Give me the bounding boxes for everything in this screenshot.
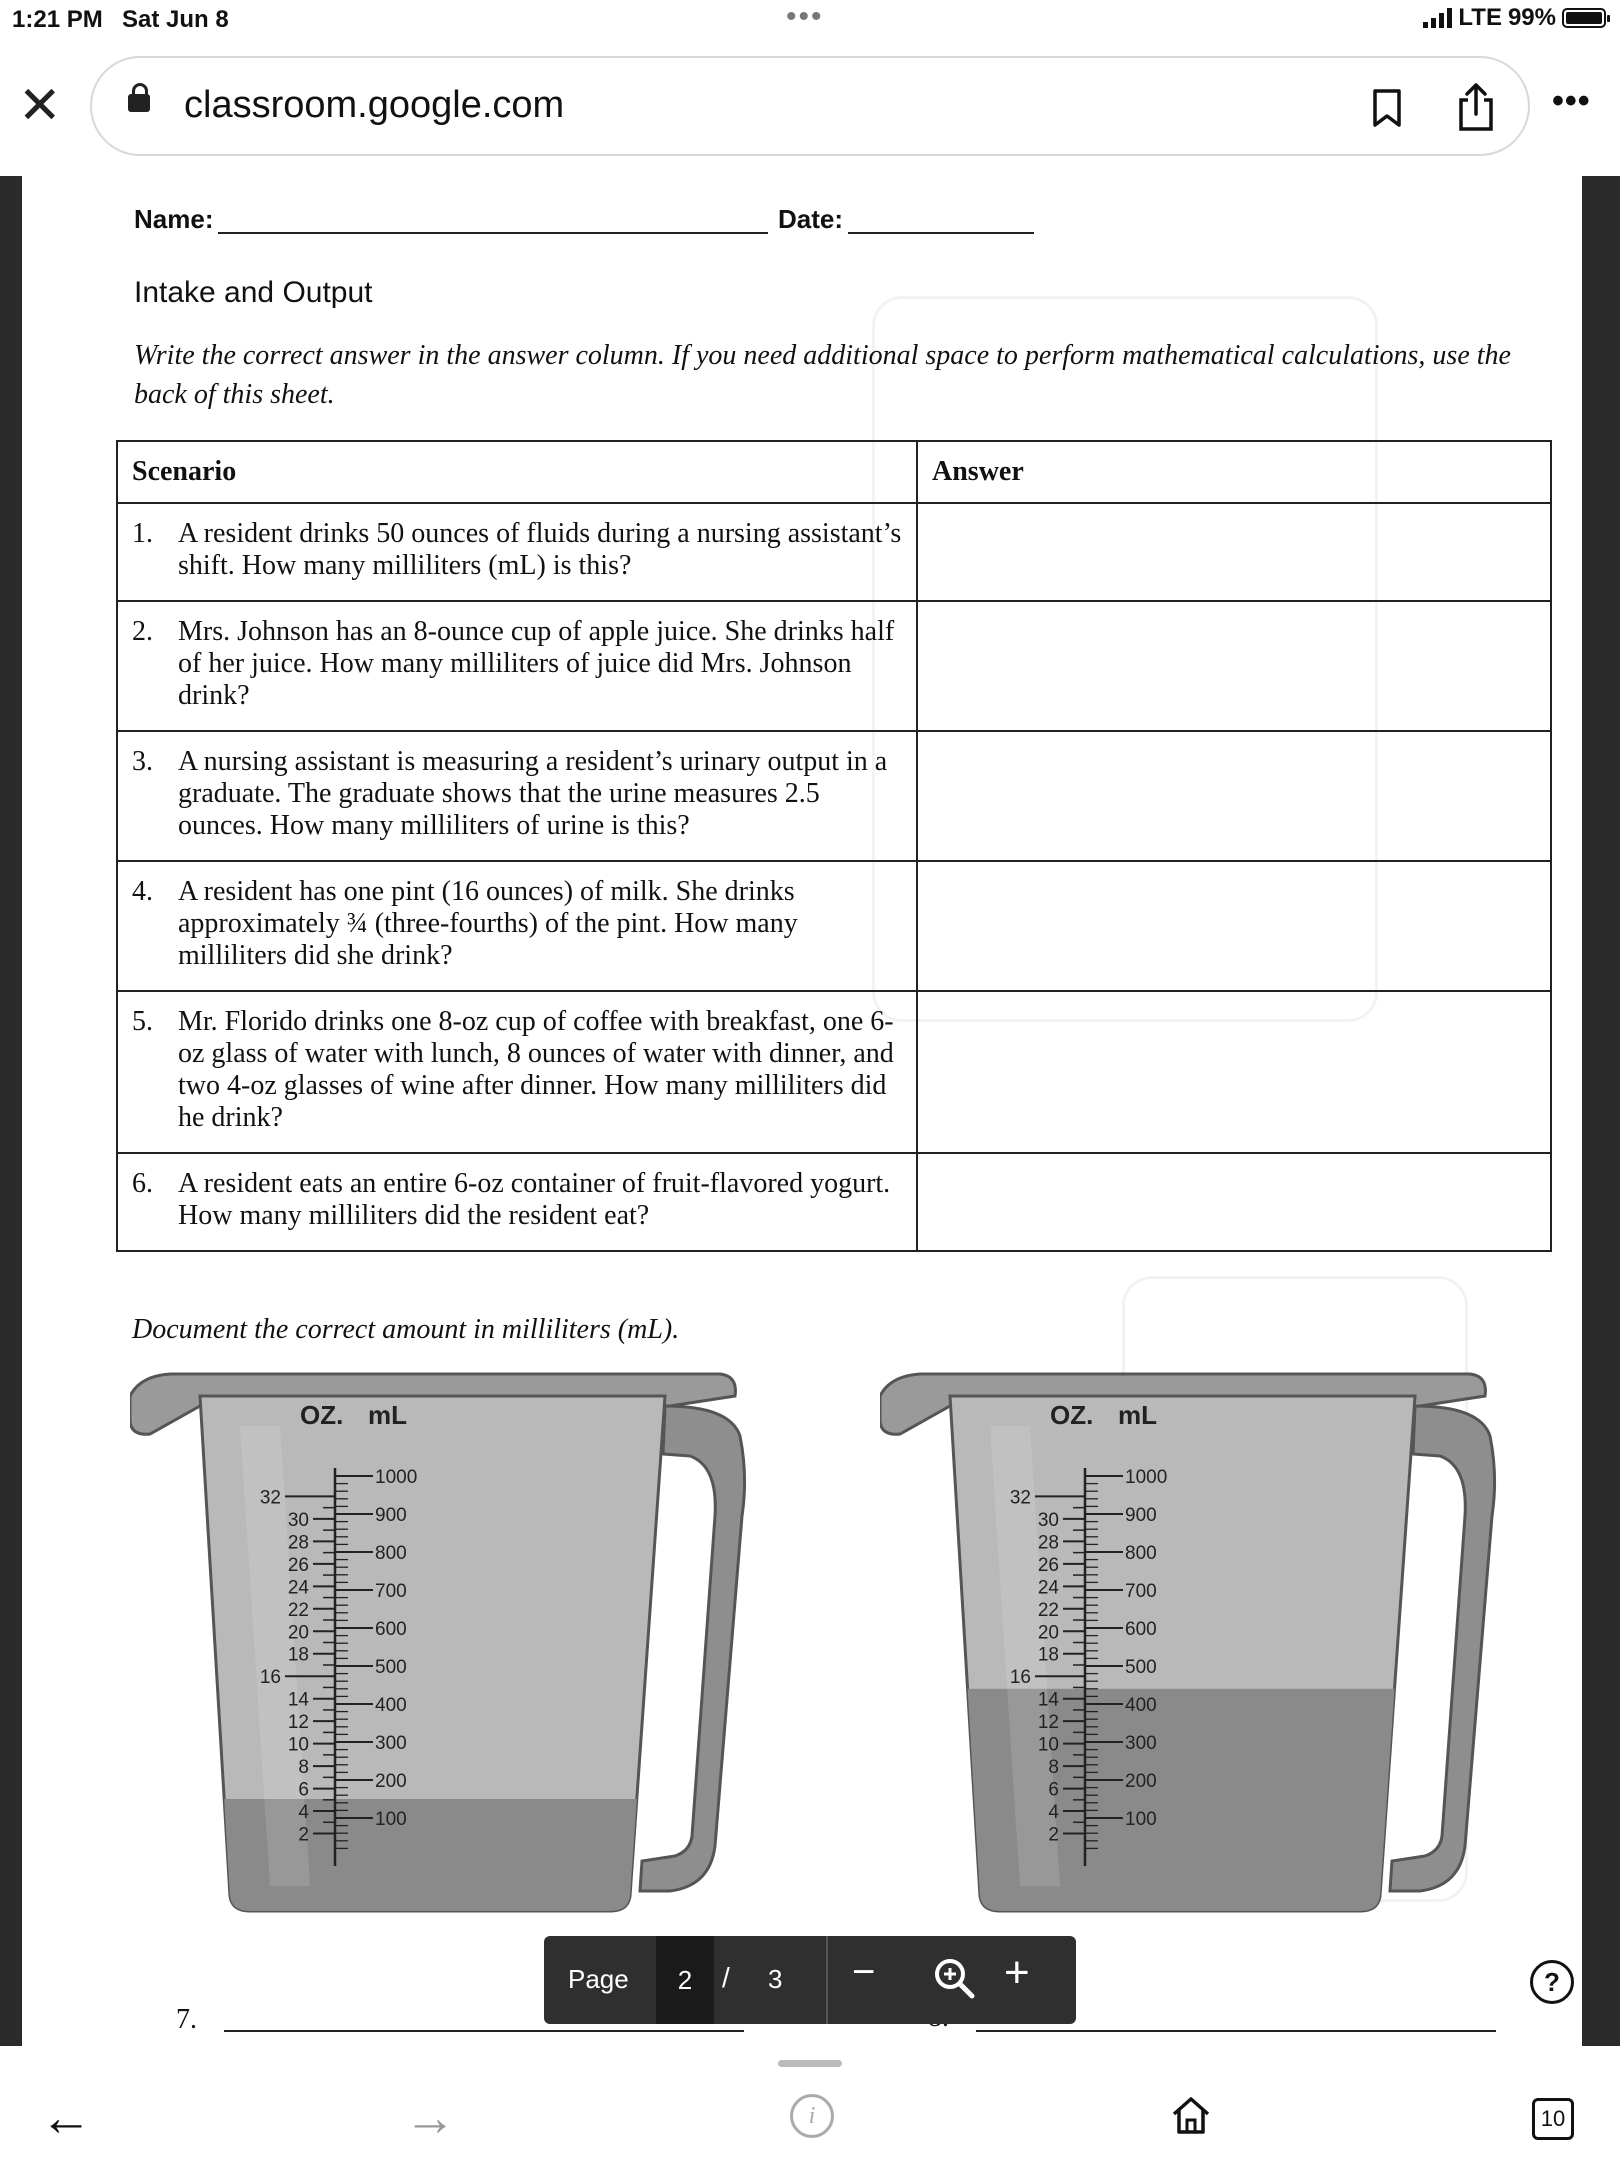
ml-tick-label: 900 (1125, 1505, 1157, 1526)
oz-tick-label: 16 (1009, 1667, 1031, 1689)
ml-tick-label: 1000 (1125, 1467, 1168, 1488)
viewer-background-left (0, 176, 22, 2046)
share-icon[interactable] (1456, 82, 1496, 132)
ml-tick-label: 100 (1125, 1809, 1157, 1830)
answer-cell[interactable] (917, 861, 1551, 991)
scenario-number: 3. (132, 746, 153, 777)
ml-tick-label: 800 (1125, 1543, 1157, 1564)
oz-tick-label: 20 (1037, 1622, 1059, 1644)
viewer-background-right (1582, 176, 1620, 2046)
scenario-cell (117, 601, 917, 731)
table-row (117, 1153, 1551, 1251)
back-arrow-icon[interactable]: ← (40, 2089, 92, 2147)
oz-tick-label: 26 (287, 1554, 309, 1576)
ml-tick-label: 700 (1125, 1581, 1157, 1602)
page-separator: / (722, 1962, 730, 1993)
page-label: Page (568, 1964, 629, 1994)
oz-tick-label: 22 (287, 1599, 309, 1621)
scenario-text: A resident has one pint (16 ounces) of milk. She drinks approximately ¾ (three-fourths) of the pint. How many milliliters did she drink? (178, 876, 798, 971)
answer-line-8[interactable] (976, 2030, 1496, 2032)
oz-tick-label: 8 (1048, 1757, 1059, 1779)
status-right (1423, 4, 1606, 32)
ml-tick-label: 400 (1125, 1695, 1157, 1716)
oz-tick-label: 6 (1048, 1779, 1059, 1801)
oz-tick-label: 22 (1037, 1599, 1059, 1621)
answer-line-7[interactable] (224, 2030, 744, 2032)
oz-tick-label: 2 (298, 1824, 309, 1846)
lock-icon (128, 94, 150, 112)
answer-number-7: 7. (176, 2004, 197, 2035)
answer-cell[interactable] (917, 503, 1551, 601)
table-row (117, 991, 1551, 1153)
home-icon[interactable] (1170, 2094, 1212, 2136)
scenario-text: Mrs. Johnson has an 8-ounce cup of apple juice. She drinks half of her juice. How many milliliters of juice did Mrs. Johnson drink? (178, 616, 895, 711)
oz-tick-label: 4 (1048, 1802, 1059, 1824)
table-row (117, 731, 1551, 861)
name-field[interactable] (218, 232, 768, 234)
ml-tick-label: 100 (375, 1809, 407, 1830)
zoom-in-button[interactable]: + (1004, 1948, 1030, 1997)
oz-tick-label: 18 (1037, 1644, 1059, 1666)
oz-tick-label: 24 (1037, 1577, 1059, 1599)
tips-icon[interactable]: i (790, 2094, 834, 2138)
oz-tick-label: 24 (287, 1577, 309, 1599)
scenario-number: 4. (132, 876, 153, 907)
ml-tick-label: 800 (375, 1543, 407, 1564)
close-icon[interactable]: ✕ (18, 77, 62, 135)
oz-tick-label: 32 (259, 1487, 281, 1509)
toolbar-divider (826, 1936, 828, 2024)
bookmark-icon[interactable] (1372, 88, 1402, 128)
home-indicator[interactable] (778, 2060, 842, 2067)
help-icon[interactable]: ? (1530, 1960, 1574, 2004)
scenario-text: A nursing assistant is measuring a resident’s urinary output in a graduate. The graduate shows that the urine measures 2.5 ounces. How many milliliters of urine is this? (178, 746, 888, 841)
table-row (117, 601, 1551, 731)
oz-unit-label: OZ. (1050, 1400, 1094, 1430)
browser-toolbar (0, 52, 1620, 172)
ml-tick-label: 500 (1125, 1657, 1157, 1678)
tabs-count-button[interactable]: 10 (1532, 2098, 1574, 2140)
ml-tick-label: 200 (375, 1771, 407, 1792)
name-label: Name: (134, 204, 214, 234)
ml-tick-label: 200 (1125, 1771, 1157, 1792)
document-page[interactable] (22, 176, 1582, 2046)
oz-tick-label: 10 (1037, 1734, 1059, 1756)
oz-tick-label: 6 (298, 1779, 309, 1801)
oz-tick-label: 26 (1037, 1554, 1059, 1576)
ml-tick-label: 600 (1125, 1619, 1157, 1640)
zoom-out-button[interactable]: − (852, 1950, 876, 1994)
measuring-cup-7 (130, 1366, 790, 1926)
oz-tick-label: 28 (1037, 1532, 1059, 1554)
date-field[interactable] (848, 232, 1034, 234)
network-label: LTE (1458, 4, 1502, 31)
scenario-table (116, 440, 1552, 1252)
date-label: Date: (778, 204, 844, 234)
battery-percent: 99% (1507, 4, 1556, 31)
answer-header: Answer (917, 441, 1551, 503)
pdf-toolbar (544, 1936, 1076, 2024)
instructions-text: Write the correct answer in the answer column. If you need additional space to perform mathematical calculations, use the back of this sheet. (134, 340, 1511, 410)
document-instruction: Document the correct amount in milliliters (mL). (132, 1314, 680, 1345)
answer-cell[interactable] (917, 731, 1551, 861)
scenario-text: Mr. Florido drinks one 8-oz cup of coffee with breakfast, one 6-oz glass of water with lunch, 8 ounces of water with dinner, and two 4-oz glasses of wine after dinner. How many milliliters did he drink? (178, 1006, 894, 1133)
oz-tick-label: 14 (1037, 1689, 1059, 1711)
more-options-icon[interactable]: ••• (1552, 82, 1591, 120)
battery-icon (1562, 8, 1606, 28)
scenario-cell (117, 503, 917, 601)
table-row (117, 861, 1551, 991)
oz-tick-label: 14 (287, 1689, 309, 1711)
scenario-cell (117, 731, 917, 861)
oz-tick-label: 18 (287, 1644, 309, 1666)
cup-liquid (190, 1799, 680, 1926)
ml-tick-label: 700 (375, 1581, 407, 1602)
answer-cell[interactable] (917, 991, 1551, 1153)
oz-tick-label: 12 (287, 1712, 309, 1734)
oz-tick-label: 12 (1037, 1712, 1059, 1734)
multitasking-dots-icon[interactable]: ••• (786, 0, 824, 33)
ml-tick-label: 600 (375, 1619, 407, 1640)
scenario-text: A resident drinks 50 ounces of fluids during a nursing assistant’s shift. How many milliliters (mL) is this? (178, 518, 902, 581)
page-total: 3 (768, 1964, 783, 1994)
oz-tick-label: 28 (287, 1532, 309, 1554)
page-title: Intake and Output (134, 276, 373, 309)
ml-tick-label: 500 (375, 1657, 407, 1678)
scenario-number: 2. (132, 616, 153, 647)
oz-tick-label: 8 (298, 1757, 309, 1779)
ml-tick-label: 900 (375, 1505, 407, 1526)
oz-tick-label: 16 (259, 1667, 281, 1689)
oz-tick-label: 4 (298, 1802, 309, 1824)
page-number-input[interactable]: 2 (656, 1936, 714, 2024)
scenario-number: 6. (132, 1168, 153, 1199)
ml-unit-label: mL (368, 1400, 407, 1430)
measuring-cup-8 (880, 1366, 1540, 1926)
answer-cell[interactable] (917, 601, 1551, 731)
scenario-cell (117, 861, 917, 991)
scenario-number: 5. (132, 1006, 153, 1037)
oz-tick-label: 32 (1009, 1487, 1031, 1509)
oz-tick-label: 10 (287, 1734, 309, 1756)
answer-cell[interactable] (917, 1153, 1551, 1251)
table-row (117, 503, 1551, 601)
ml-tick-label: 400 (375, 1695, 407, 1716)
zoom-icon (930, 1954, 978, 2002)
oz-unit-label: OZ. (300, 1400, 344, 1430)
scenario-number: 1. (132, 518, 153, 549)
scenario-text: A resident eats an entire 6-oz container of fruit-flavored yogurt. How many milliliters did the resident eat? (178, 1168, 891, 1231)
ml-unit-label: mL (1118, 1400, 1157, 1430)
scenario-cell (117, 991, 917, 1153)
status-time: 1:21 PM (12, 6, 103, 33)
bottom-navigation (0, 2046, 1620, 2160)
oz-tick-label: 30 (287, 1509, 309, 1531)
ml-tick-label: 300 (375, 1733, 407, 1754)
status-date: Sat Jun 8 (122, 6, 229, 33)
oz-tick-label: 20 (287, 1622, 309, 1644)
scenario-cell (117, 1153, 917, 1251)
ml-tick-label: 1000 (375, 1467, 418, 1488)
ml-tick-label: 300 (1125, 1733, 1157, 1754)
oz-tick-label: 2 (1048, 1824, 1059, 1846)
signal-icon (1423, 8, 1452, 28)
oz-tick-label: 30 (1037, 1509, 1059, 1531)
table-header-row (117, 441, 1551, 503)
forward-arrow-icon[interactable]: → (404, 2089, 456, 2147)
scenario-header: Scenario (117, 441, 917, 503)
url-text[interactable]: classroom.google.com (184, 84, 565, 126)
status-bar (0, 0, 1620, 40)
